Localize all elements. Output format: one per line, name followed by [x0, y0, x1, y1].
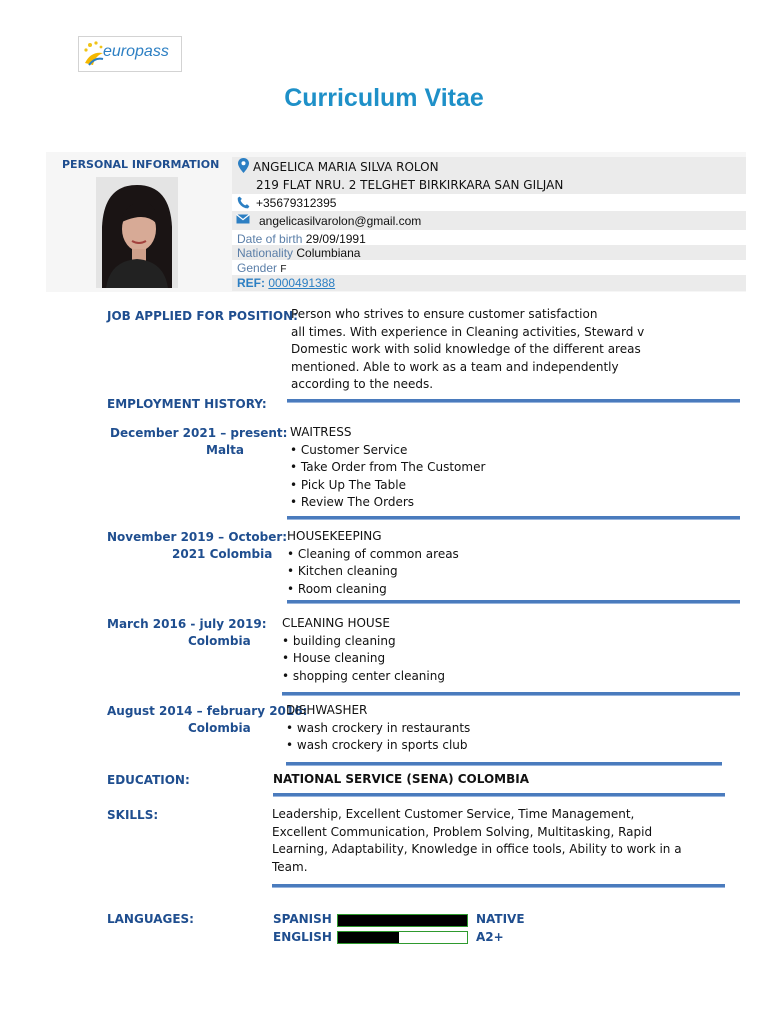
- job-place: 2021 Colombia: [172, 547, 273, 561]
- job-date: November 2019 – October:: [107, 530, 288, 544]
- job-duties-list: [287, 546, 459, 599]
- job-duties-list: [282, 633, 445, 686]
- job-entry: [290, 424, 485, 512]
- education-label: EDUCATION:: [107, 773, 190, 787]
- job-entry: [286, 702, 470, 755]
- section-divider: [286, 762, 722, 766]
- personal-info-heading: PERSONAL INFORMATION: [62, 158, 220, 171]
- job-duties-list: [290, 442, 485, 512]
- europass-star-figure-icon: [81, 39, 105, 69]
- dob-row: [237, 232, 366, 246]
- ref-row: [237, 276, 335, 290]
- list-item: • wash crockery in sports club: [286, 737, 470, 755]
- person-address: 219 FLAT NRU. 2 TELGHET BIRKIRKARA SAN GILJAN: [256, 178, 564, 192]
- person-phone: +35679312395: [256, 196, 337, 210]
- europass-logo-text: europass: [103, 43, 169, 60]
- section-divider: [273, 793, 725, 797]
- list-item: • Take Order from The Customer: [290, 459, 485, 477]
- list-item: • shopping center cleaning: [282, 668, 445, 686]
- job-applied-label: JOB APPLIED FOR POSITION:: [107, 309, 298, 323]
- language-name: ENGLISH: [273, 930, 332, 944]
- list-item: • House cleaning: [282, 650, 445, 668]
- gender-row: [237, 261, 286, 275]
- language-level-fill: [338, 915, 467, 926]
- job-date: August 2014 – february 2016:: [107, 704, 308, 718]
- email-icon: [236, 214, 250, 224]
- dob-value: 29/09/1991: [305, 232, 366, 246]
- language-level-bar: [337, 931, 468, 944]
- person-email[interactable]: angelicasilvarolon@gmail.com: [259, 214, 422, 228]
- list-item: • Room cleaning: [287, 581, 459, 599]
- job-title: HOUSEKEEPING: [287, 529, 382, 543]
- language-level: NATIVE: [476, 912, 525, 926]
- location-pin-icon: [238, 158, 249, 173]
- list-item: • wash crockery in restaurants: [286, 720, 470, 738]
- gender-value: F: [280, 264, 287, 275]
- list-item: • Pick Up The Table: [290, 477, 485, 495]
- europass-logo: [78, 36, 182, 72]
- job-title: CLEANING HOUSE: [282, 616, 390, 630]
- pi-row-gender-bg: [232, 260, 746, 275]
- languages-label: LANGUAGES:: [107, 912, 194, 926]
- job-place: Colombia: [188, 634, 251, 648]
- job-text-line: according to the needs.: [291, 377, 434, 391]
- job-title: DISHWASHER: [286, 703, 368, 717]
- section-divider: [272, 884, 725, 888]
- section-divider: [287, 600, 740, 604]
- profile-photo: [96, 177, 178, 288]
- phone-icon: [237, 196, 250, 209]
- nationality-label: Nationality: [237, 246, 294, 260]
- language-name: SPANISH: [273, 912, 332, 926]
- nationality-value: Columbiana: [296, 246, 361, 260]
- list-item: • Kitchen cleaning: [287, 563, 459, 581]
- skills-line: Learning, Adaptability, Knowledge in office tools, Ability to work in a: [272, 842, 682, 856]
- job-place: Colombia: [188, 721, 251, 735]
- section-divider: [282, 692, 740, 696]
- language-level: A2+: [476, 930, 504, 944]
- employment-history-label: EMPLOYMENT HISTORY:: [107, 397, 267, 411]
- ref-link[interactable]: 0000491388: [268, 276, 336, 290]
- education-value: NATIONAL SERVICE (SENA) COLOMBIA: [273, 772, 530, 786]
- dob-label: Date of birth: [237, 232, 303, 246]
- job-text-line: Domestic work with solid knowledge of the different areas: [291, 342, 641, 356]
- job-entry: [282, 615, 445, 685]
- list-item: • Cleaning of common areas: [287, 546, 459, 564]
- job-duties-list: [286, 720, 470, 755]
- nationality-row: [237, 246, 360, 260]
- skills-line: Leadership, Excellent Customer Service, Time Management,: [272, 807, 635, 821]
- job-text-line: mentioned. Able to work as a team and independently: [291, 359, 619, 374]
- section-divider: [287, 399, 740, 403]
- job-text-line: Person who strives to ensure customer satisfaction: [291, 307, 598, 321]
- job-title: WAITRESS: [290, 425, 352, 439]
- job-applied-text: [291, 306, 644, 394]
- ref-label: REF:: [237, 276, 265, 290]
- skills-line: Excellent Communication, Problem Solving, Multitasking, Rapid: [272, 824, 653, 839]
- job-entry: [287, 528, 459, 598]
- gender-label: Gender: [237, 261, 278, 275]
- job-place: Malta: [206, 443, 244, 457]
- page-title: Curriculum Vitae: [284, 84, 484, 112]
- job-date: March 2016 - july 2019:: [107, 617, 267, 631]
- language-level-bar: [337, 914, 468, 927]
- section-divider: [287, 516, 740, 520]
- skills-line: Team.: [272, 859, 308, 874]
- skills-label: SKILLS:: [107, 808, 159, 822]
- skills-text: [272, 806, 682, 876]
- list-item: • Customer Service: [290, 442, 485, 460]
- job-text-line: all times. With experience in Cleaning activities, Steward v: [291, 324, 645, 339]
- list-item: • Review The Orders: [290, 494, 485, 512]
- job-date: December 2021 – present:: [110, 426, 288, 440]
- list-item: • building cleaning: [282, 633, 445, 651]
- language-level-fill: [338, 932, 399, 943]
- person-name: ANGELICA MARIA SILVA ROLON: [253, 160, 439, 174]
